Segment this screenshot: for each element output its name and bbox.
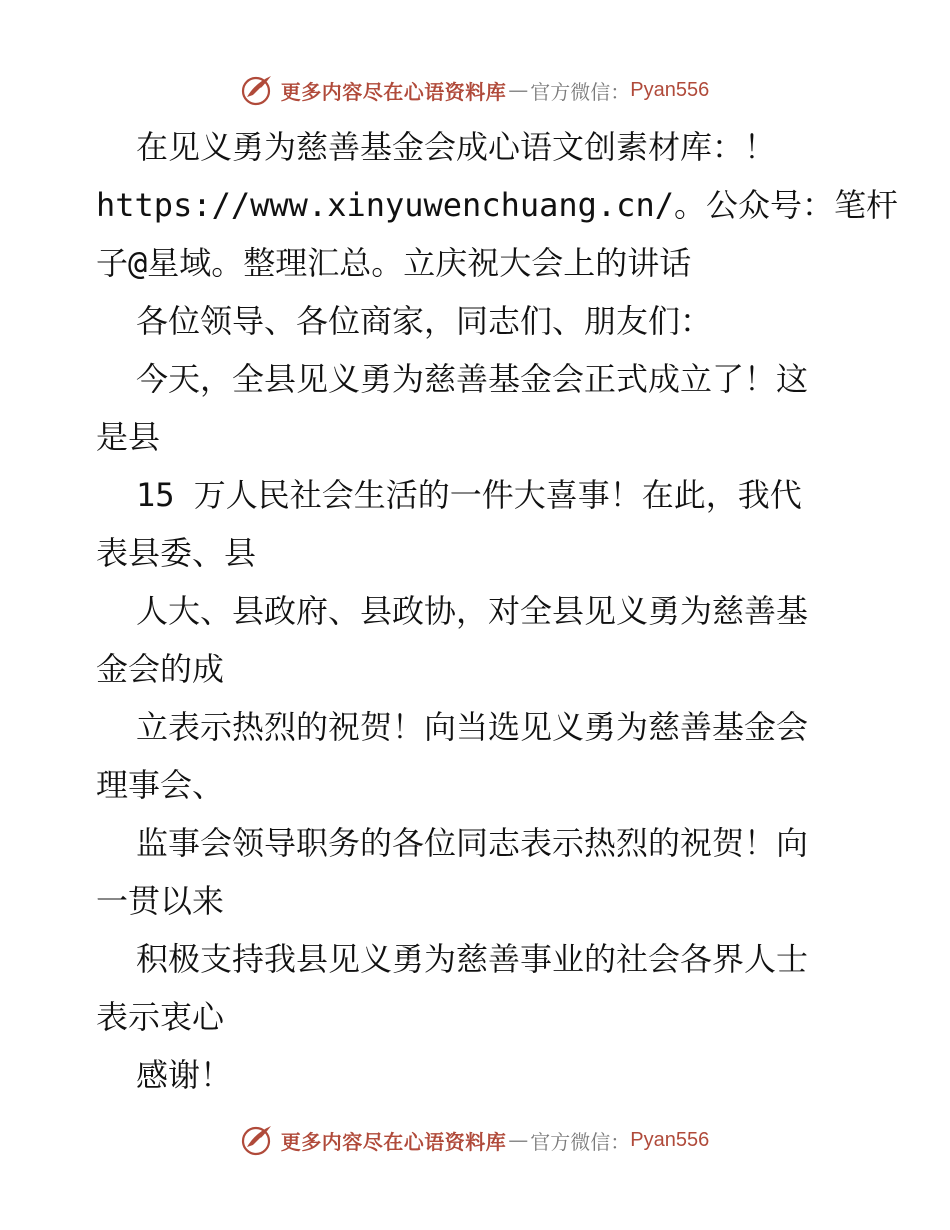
watermark-official-label: 官方微信： — [530, 1129, 631, 1154]
text-line: 感谢！ — [136, 1056, 233, 1094]
text-line: 积极支持我县见义勇为慈善事业的社会各界人士 — [136, 940, 809, 978]
header-watermark — [0, 70, 950, 110]
text-line: 监事会领导职务的各位同志表示热烈的祝贺！向 — [136, 824, 809, 862]
text-line: 理事会、 — [96, 766, 225, 804]
text-line: https://www.xinyuwenchuang.cn/。公众号：笔杆 — [96, 186, 898, 224]
watermark-wechat-id: Pyan556 — [630, 1128, 710, 1151]
text-line: 子@星域。整理汇总。立庆祝大会上的讲话 — [96, 244, 692, 282]
quill-seal-icon — [241, 1123, 275, 1157]
text-line: 立表示热烈的祝贺！向当选见义勇为慈善基金会 — [136, 708, 809, 746]
text-line: 在见义勇为慈善基金会成心语文创素材库：！ — [136, 128, 777, 166]
document-body — [96, 118, 898, 1104]
watermark-dash: — — [508, 78, 529, 102]
footer-watermark — [0, 1120, 950, 1160]
watermark-official-label: 官方微信： — [530, 79, 631, 104]
text-line: 各位领导、各位商家，同志们、朋友们： — [136, 302, 713, 340]
text-line: 今天，全县见义勇为慈善基金会正式成立了！这 — [136, 360, 809, 398]
text-line: 一贯以来 — [96, 882, 225, 920]
text-line: 表示衷心 — [96, 998, 225, 1036]
text-line: 金会的成 — [96, 650, 225, 688]
text-line: 是县 — [96, 418, 161, 456]
quill-seal-icon — [241, 73, 275, 107]
text-line: 人大、县政府、县政协，对全县见义勇为慈善基 — [136, 592, 809, 630]
watermark-dash: — — [508, 1128, 529, 1152]
text-line: 15 万人民社会生活的一件大喜事！在此，我代 — [136, 476, 802, 514]
watermark-wechat-id: Pyan556 — [630, 78, 710, 101]
watermark-brand-text: 更多内容尽在心语资料库 — [280, 1129, 507, 1154]
text-line: 表县委、县 — [96, 534, 257, 572]
watermark-brand-text: 更多内容尽在心语资料库 — [280, 79, 507, 104]
